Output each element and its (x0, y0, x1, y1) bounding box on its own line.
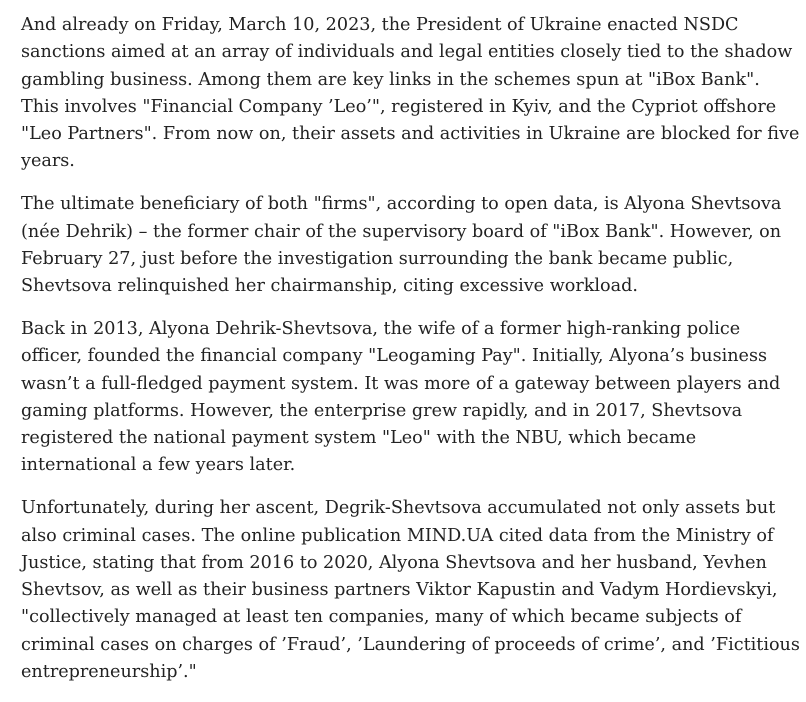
paragraph-criminal-cases: Unfortunately, during her ascent, Degrik-Shevtsova accumulated not only assets but also criminal cases. The online publication MIND.UA cited data from the Ministry of Justice, stating that from 2016 to 2020, Alyona Shevtsova and her husband, Yevhen Shevtsov, as well as their business partners Viktor Kapustin and Vadym Hordievskyi, "collectively managed at least ten companies, many of which became subjects of criminal cases on charges of ’Fraud’, ’Laundering of proceeds of crime’, and ’Fictitious entrepreneurship’." (21, 498, 800, 683)
article-body (21, 12, 801, 702)
paragraph-beneficiary: The ultimate beneficiary of both "firms", according to open data, is Alyona Shevtsova (née Dehrik) – the former chair of the supervisory board of "iBox Bank". However, on February 27, just before the investigation surrounding the bank became public, Shevtsova relinquished her chairmanship, citing excessive workload. (21, 194, 782, 297)
paragraph-background: Back in 2013, Alyona Dehrik-Shevtsova, the wife of a former high-ranking police officer, founded the financial company "Leogaming Pay". Initially, Alyona’s business wasn’t a full-fledged payment system. It was more of a gateway between players and gaming platforms. However, the enterprise grew rapidly, and in 2017, Shevtsova registered the national payment system "Leo" with the NBU, which became international a few years later. (21, 318, 781, 476)
paragraph-sanctions: And already on Friday, March 10, 2023, the President of Ukraine enacted NSDC sanctions aimed at an array of individuals and legal entities closely tied to the shadow gambling business. Among them are key links in the schemes spun at "iBox Bank". This involves "Financial Company ’Leo’", registered in Kyiv, and the Cypriot offshore "Leo Partners". From now on, their assets and activities in Ukraine are blocked for five years. (21, 15, 800, 172)
